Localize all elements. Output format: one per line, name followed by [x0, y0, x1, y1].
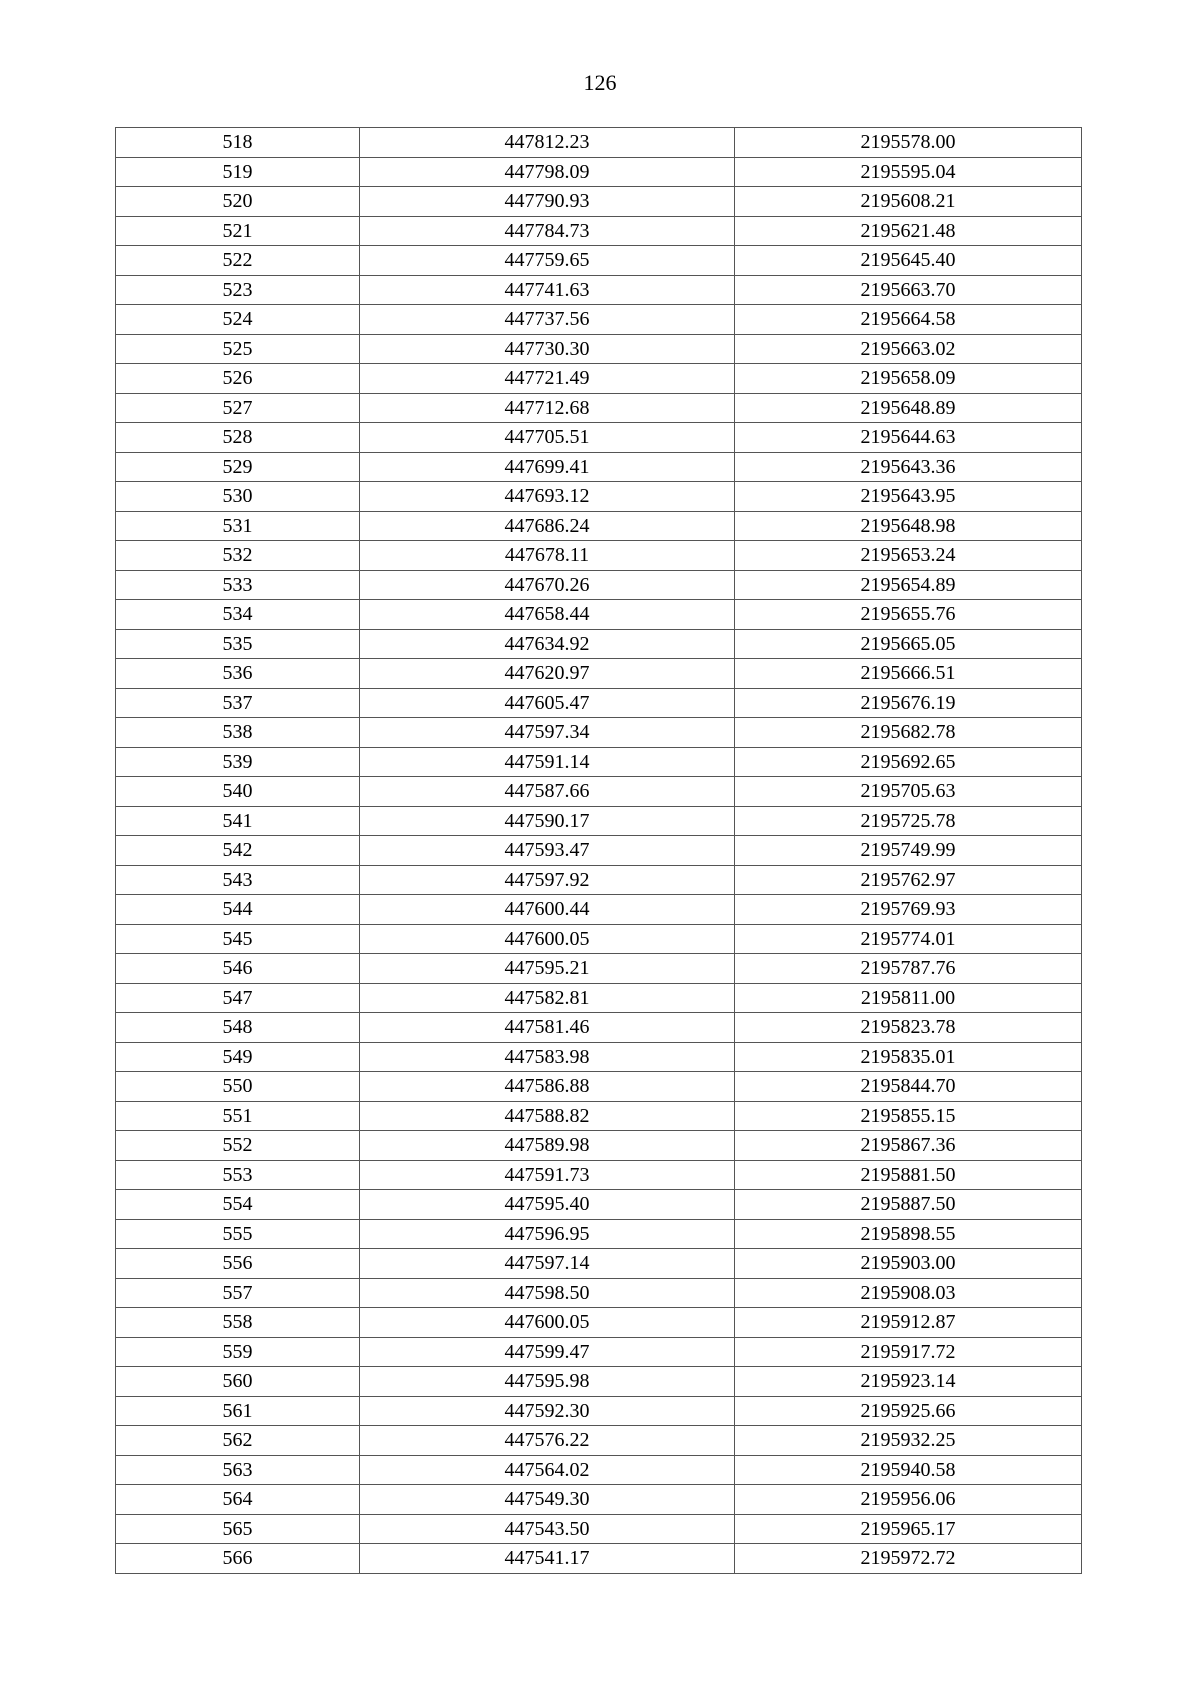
- y-coordinate-cell: 2195835.01: [735, 1042, 1082, 1072]
- y-coordinate-cell: 2195855.15: [735, 1101, 1082, 1131]
- point-number-cell: 537: [116, 688, 360, 718]
- point-number-cell: 525: [116, 334, 360, 364]
- y-coordinate-cell: 2195664.58: [735, 305, 1082, 335]
- y-coordinate-cell: 2195643.95: [735, 482, 1082, 512]
- x-coordinate-cell: 447541.17: [360, 1544, 735, 1574]
- table-row: [116, 364, 1082, 394]
- table-row: [116, 718, 1082, 748]
- y-coordinate-cell: 2195645.40: [735, 246, 1082, 276]
- y-coordinate-cell: 2195608.21: [735, 187, 1082, 217]
- x-coordinate-cell: 447587.66: [360, 777, 735, 807]
- table-row: [116, 1042, 1082, 1072]
- x-coordinate-cell: 447798.09: [360, 157, 735, 187]
- point-number-cell: 565: [116, 1514, 360, 1544]
- point-number-cell: 549: [116, 1042, 360, 1072]
- y-coordinate-cell: 2195643.36: [735, 452, 1082, 482]
- x-coordinate-cell: 447581.46: [360, 1013, 735, 1043]
- y-coordinate-cell: 2195648.98: [735, 511, 1082, 541]
- point-number-cell: 535: [116, 629, 360, 659]
- y-coordinate-cell: 2195925.66: [735, 1396, 1082, 1426]
- point-number-cell: 552: [116, 1131, 360, 1161]
- x-coordinate-cell: 447564.02: [360, 1455, 735, 1485]
- x-coordinate-cell: 447600.44: [360, 895, 735, 925]
- x-coordinate-cell: 447595.98: [360, 1367, 735, 1397]
- y-coordinate-cell: 2195749.99: [735, 836, 1082, 866]
- x-coordinate-cell: 447721.49: [360, 364, 735, 394]
- table-row: [116, 1131, 1082, 1161]
- x-coordinate-cell: 447597.14: [360, 1249, 735, 1279]
- x-coordinate-cell: 447543.50: [360, 1514, 735, 1544]
- point-number-cell: 543: [116, 865, 360, 895]
- table-row: [116, 511, 1082, 541]
- table-row: [116, 1013, 1082, 1043]
- table-row: [116, 305, 1082, 335]
- point-number-cell: 539: [116, 747, 360, 777]
- y-coordinate-cell: 2195653.24: [735, 541, 1082, 571]
- x-coordinate-cell: 447634.92: [360, 629, 735, 659]
- y-coordinate-cell: 2195692.65: [735, 747, 1082, 777]
- x-coordinate-cell: 447693.12: [360, 482, 735, 512]
- x-coordinate-cell: 447595.40: [360, 1190, 735, 1220]
- table-row: [116, 1337, 1082, 1367]
- point-number-cell: 533: [116, 570, 360, 600]
- point-number-cell: 540: [116, 777, 360, 807]
- y-coordinate-cell: 2195917.72: [735, 1337, 1082, 1367]
- x-coordinate-cell: 447597.34: [360, 718, 735, 748]
- y-coordinate-cell: 2195908.03: [735, 1278, 1082, 1308]
- point-number-cell: 523: [116, 275, 360, 305]
- point-number-cell: 545: [116, 924, 360, 954]
- table-row: [116, 659, 1082, 689]
- x-coordinate-cell: 447730.30: [360, 334, 735, 364]
- point-number-cell: 521: [116, 216, 360, 246]
- point-number-cell: 522: [116, 246, 360, 276]
- table-row: [116, 954, 1082, 984]
- point-number-cell: 531: [116, 511, 360, 541]
- y-coordinate-cell: 2195676.19: [735, 688, 1082, 718]
- y-coordinate-cell: 2195705.63: [735, 777, 1082, 807]
- y-coordinate-cell: 2195769.93: [735, 895, 1082, 925]
- table-row: [116, 1514, 1082, 1544]
- table-row: [116, 688, 1082, 718]
- y-coordinate-cell: 2195965.17: [735, 1514, 1082, 1544]
- y-coordinate-cell: 2195621.48: [735, 216, 1082, 246]
- table-row: [116, 275, 1082, 305]
- x-coordinate-cell: 447583.98: [360, 1042, 735, 1072]
- point-number-cell: 526: [116, 364, 360, 394]
- y-coordinate-cell: 2195887.50: [735, 1190, 1082, 1220]
- table-row: [116, 895, 1082, 925]
- y-coordinate-cell: 2195665.05: [735, 629, 1082, 659]
- table-row: [116, 1485, 1082, 1515]
- table-row: [116, 1367, 1082, 1397]
- x-coordinate-cell: 447590.17: [360, 806, 735, 836]
- point-number-cell: 553: [116, 1160, 360, 1190]
- x-coordinate-cell: 447620.97: [360, 659, 735, 689]
- table-row: [116, 1249, 1082, 1279]
- x-coordinate-cell: 447593.47: [360, 836, 735, 866]
- x-coordinate-cell: 447597.92: [360, 865, 735, 895]
- table-row: [116, 924, 1082, 954]
- point-number-cell: 534: [116, 600, 360, 630]
- table-row: [116, 216, 1082, 246]
- x-coordinate-cell: 447678.11: [360, 541, 735, 571]
- table-row: [116, 1544, 1082, 1574]
- table-row: [116, 1072, 1082, 1102]
- table-row: [116, 1101, 1082, 1131]
- y-coordinate-cell: 2195932.25: [735, 1426, 1082, 1456]
- y-coordinate-cell: 2195648.89: [735, 393, 1082, 423]
- table-row: [116, 747, 1082, 777]
- point-number-cell: 559: [116, 1337, 360, 1367]
- x-coordinate-cell: 447670.26: [360, 570, 735, 600]
- x-coordinate-cell: 447588.82: [360, 1101, 735, 1131]
- y-coordinate-cell: 2195762.97: [735, 865, 1082, 895]
- y-coordinate-cell: 2195578.00: [735, 128, 1082, 158]
- y-coordinate-cell: 2195644.63: [735, 423, 1082, 453]
- table-row: [116, 1426, 1082, 1456]
- table-row: [116, 1219, 1082, 1249]
- y-coordinate-cell: 2195811.00: [735, 983, 1082, 1013]
- y-coordinate-cell: 2195654.89: [735, 570, 1082, 600]
- x-coordinate-cell: 447598.50: [360, 1278, 735, 1308]
- table-row: [116, 187, 1082, 217]
- point-number-cell: 560: [116, 1367, 360, 1397]
- point-number-cell: 555: [116, 1219, 360, 1249]
- y-coordinate-cell: 2195595.04: [735, 157, 1082, 187]
- x-coordinate-cell: 447592.30: [360, 1396, 735, 1426]
- point-number-cell: 518: [116, 128, 360, 158]
- x-coordinate-cell: 447582.81: [360, 983, 735, 1013]
- y-coordinate-cell: 2195658.09: [735, 364, 1082, 394]
- table-row: [116, 1160, 1082, 1190]
- point-number-cell: 550: [116, 1072, 360, 1102]
- table-row: [116, 600, 1082, 630]
- y-coordinate-cell: 2195823.78: [735, 1013, 1082, 1043]
- table-row: [116, 1396, 1082, 1426]
- x-coordinate-cell: 447658.44: [360, 600, 735, 630]
- table-row: [116, 393, 1082, 423]
- point-number-cell: 524: [116, 305, 360, 335]
- x-coordinate-cell: 447812.23: [360, 128, 735, 158]
- x-coordinate-cell: 447790.93: [360, 187, 735, 217]
- x-coordinate-cell: 447600.05: [360, 1308, 735, 1338]
- point-number-cell: 558: [116, 1308, 360, 1338]
- y-coordinate-cell: 2195666.51: [735, 659, 1082, 689]
- x-coordinate-cell: 447699.41: [360, 452, 735, 482]
- y-coordinate-cell: 2195903.00: [735, 1249, 1082, 1279]
- point-number-cell: 561: [116, 1396, 360, 1426]
- y-coordinate-cell: 2195972.72: [735, 1544, 1082, 1574]
- x-coordinate-cell: 447737.56: [360, 305, 735, 335]
- table-row: [116, 482, 1082, 512]
- point-number-cell: 520: [116, 187, 360, 217]
- point-number-cell: 562: [116, 1426, 360, 1456]
- page-number: 126: [583, 70, 617, 95]
- table-row: [116, 334, 1082, 364]
- table-row: [116, 777, 1082, 807]
- x-coordinate-cell: 447549.30: [360, 1485, 735, 1515]
- table-row: [116, 452, 1082, 482]
- table-row: [116, 246, 1082, 276]
- y-coordinate-cell: 2195956.06: [735, 1485, 1082, 1515]
- x-coordinate-cell: 447599.47: [360, 1337, 735, 1367]
- x-coordinate-cell: 447596.95: [360, 1219, 735, 1249]
- point-number-cell: 527: [116, 393, 360, 423]
- y-coordinate-cell: 2195881.50: [735, 1160, 1082, 1190]
- point-number-cell: 538: [116, 718, 360, 748]
- table-row: [116, 570, 1082, 600]
- table-body: [116, 128, 1082, 1574]
- y-coordinate-cell: 2195787.76: [735, 954, 1082, 984]
- table-row: [116, 1278, 1082, 1308]
- point-number-cell: 541: [116, 806, 360, 836]
- x-coordinate-cell: 447589.98: [360, 1131, 735, 1161]
- table-row: [116, 157, 1082, 187]
- y-coordinate-cell: 2195655.76: [735, 600, 1082, 630]
- y-coordinate-cell: 2195940.58: [735, 1455, 1082, 1485]
- x-coordinate-cell: 447741.63: [360, 275, 735, 305]
- point-number-cell: 528: [116, 423, 360, 453]
- point-number-cell: 542: [116, 836, 360, 866]
- y-coordinate-cell: 2195682.78: [735, 718, 1082, 748]
- point-number-cell: 554: [116, 1190, 360, 1220]
- table-row: [116, 423, 1082, 453]
- point-number-cell: 564: [116, 1485, 360, 1515]
- x-coordinate-cell: 447686.24: [360, 511, 735, 541]
- table-row: [116, 983, 1082, 1013]
- x-coordinate-cell: 447591.73: [360, 1160, 735, 1190]
- x-coordinate-cell: 447705.51: [360, 423, 735, 453]
- table-row: [116, 836, 1082, 866]
- x-coordinate-cell: 447712.68: [360, 393, 735, 423]
- y-coordinate-cell: 2195898.55: [735, 1219, 1082, 1249]
- point-number-cell: 551: [116, 1101, 360, 1131]
- point-number-cell: 544: [116, 895, 360, 925]
- point-number-cell: 548: [116, 1013, 360, 1043]
- coordinates-table: [115, 127, 1082, 1574]
- point-number-cell: 563: [116, 1455, 360, 1485]
- x-coordinate-cell: 447591.14: [360, 747, 735, 777]
- table-row: [116, 541, 1082, 571]
- point-number-cell: 547: [116, 983, 360, 1013]
- y-coordinate-cell: 2195844.70: [735, 1072, 1082, 1102]
- table-row: [116, 1308, 1082, 1338]
- y-coordinate-cell: 2195923.14: [735, 1367, 1082, 1397]
- point-number-cell: 566: [116, 1544, 360, 1574]
- point-number-cell: 519: [116, 157, 360, 187]
- point-number-cell: 557: [116, 1278, 360, 1308]
- y-coordinate-cell: 2195663.02: [735, 334, 1082, 364]
- x-coordinate-cell: 447576.22: [360, 1426, 735, 1456]
- y-coordinate-cell: 2195774.01: [735, 924, 1082, 954]
- x-coordinate-cell: 447600.05: [360, 924, 735, 954]
- table-row: [116, 629, 1082, 659]
- y-coordinate-cell: 2195912.87: [735, 1308, 1082, 1338]
- y-coordinate-cell: 2195867.36: [735, 1131, 1082, 1161]
- table-row: [116, 128, 1082, 158]
- point-number-cell: 530: [116, 482, 360, 512]
- y-coordinate-cell: 2195725.78: [735, 806, 1082, 836]
- point-number-cell: 532: [116, 541, 360, 571]
- point-number-cell: 529: [116, 452, 360, 482]
- point-number-cell: 556: [116, 1249, 360, 1279]
- x-coordinate-cell: 447784.73: [360, 216, 735, 246]
- table-row: [116, 1455, 1082, 1485]
- table-row: [116, 806, 1082, 836]
- x-coordinate-cell: 447595.21: [360, 954, 735, 984]
- table-row: [116, 1190, 1082, 1220]
- x-coordinate-cell: 447759.65: [360, 246, 735, 276]
- y-coordinate-cell: 2195663.70: [735, 275, 1082, 305]
- table-row: [116, 865, 1082, 895]
- x-coordinate-cell: 447586.88: [360, 1072, 735, 1102]
- x-coordinate-cell: 447605.47: [360, 688, 735, 718]
- point-number-cell: 546: [116, 954, 360, 984]
- point-number-cell: 536: [116, 659, 360, 689]
